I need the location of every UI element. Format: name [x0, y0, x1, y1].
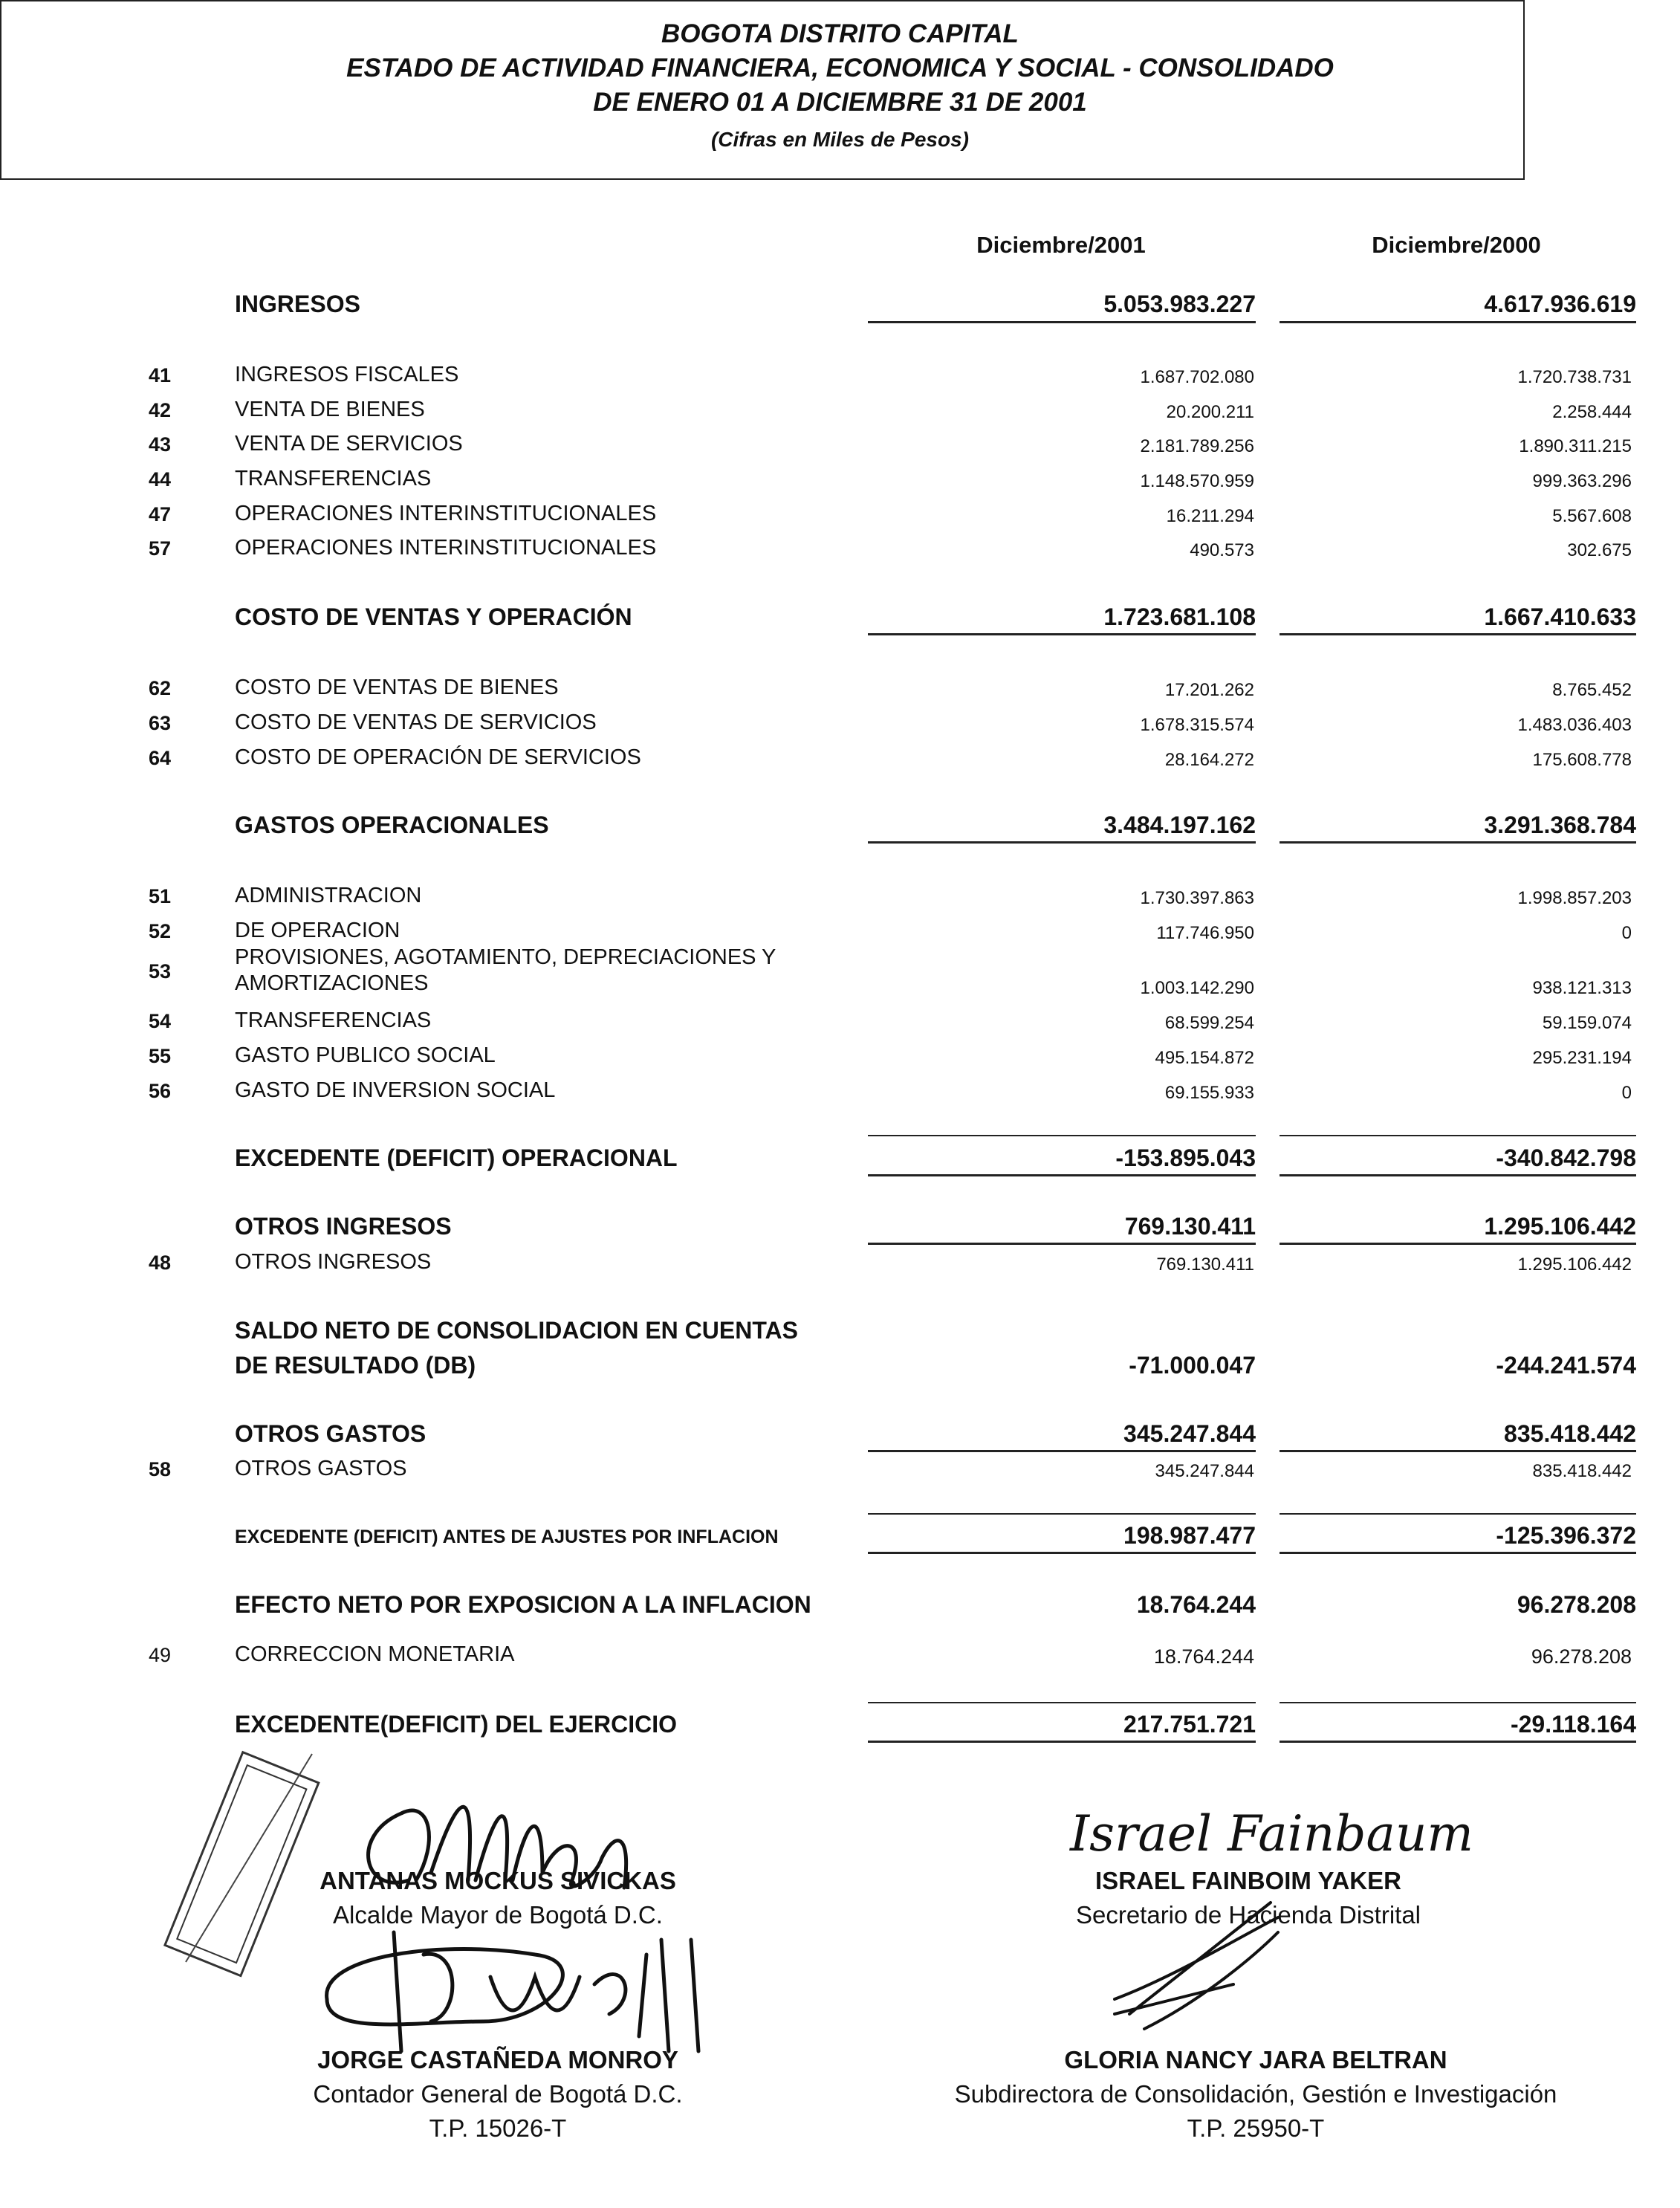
rule	[868, 1174, 1256, 1176]
account-value-2000: 5.567.608	[1552, 506, 1632, 526]
rule	[1280, 1513, 1636, 1515]
account-code: 41	[148, 364, 172, 386]
account-code: 58	[148, 1458, 172, 1480]
signatory-2-name: ISRAEL FAINBOIM YAKER	[1095, 1867, 1401, 1894]
account-code: 49	[148, 1644, 172, 1666]
section-saldo-neto-label-continued: DE RESULTADO (DB)	[235, 1352, 476, 1379]
account-code: 64	[148, 747, 172, 769]
section-excedente-ejercicio-2000: -29.118.164	[1510, 1711, 1636, 1738]
rule	[868, 1450, 1256, 1452]
signatory-2-role: Secretario de Hacienda Distrital	[1075, 1901, 1421, 1929]
rule	[868, 321, 1256, 323]
section-otros-ingresos-2001: 769.130.411	[1124, 1213, 1256, 1240]
account-value-2001: 117.746.950	[1156, 923, 1254, 943]
account-value-2001: 17.201.262	[1164, 680, 1254, 700]
account-value-2000: 0	[1621, 1083, 1632, 1103]
rule	[1280, 1243, 1636, 1245]
section-excedente-antes-2000: -125.396.372	[1496, 1522, 1636, 1549]
rule	[1280, 1552, 1636, 1554]
account-value-2000: 1.998.857.203	[1517, 888, 1632, 908]
header-units: (Cifras en Miles de Pesos)	[710, 128, 969, 151]
section-excedente-ejercicio-label: EXCEDENTE(DEFICIT) DEL EJERCICIO	[235, 1711, 678, 1738]
rule	[1280, 1741, 1636, 1743]
account-value-2001: 345.247.844	[1155, 1461, 1254, 1481]
account-value-2001: 18.764.244	[1153, 1645, 1254, 1668]
account-value-2001: 1.003.142.290	[1140, 978, 1254, 998]
rule	[1280, 1135, 1636, 1136]
account-value-2000: 938.121.313	[1532, 978, 1632, 998]
account-value-2000: 1.295.106.442	[1517, 1254, 1632, 1275]
column-header-2000: Diciembre/2000	[1372, 232, 1541, 258]
account-value-2001: 16.211.294	[1166, 506, 1254, 526]
account-label: VENTA DE SERVICIOS	[235, 432, 463, 456]
section-costo-2000: 1.667.410.633	[1484, 603, 1636, 630]
rule	[868, 1135, 1256, 1136]
section-efecto-neto-2001: 18.764.244	[1136, 1591, 1256, 1618]
account-value-2001: 2.181.789.256	[1140, 436, 1254, 456]
section-excedente-operacional-2001: -153.895.043	[1115, 1145, 1256, 1171]
account-value-2001: 68.599.254	[1164, 1013, 1254, 1033]
signatory-1-role: Alcalde Mayor de Bogotá D.C.	[333, 1901, 663, 1929]
account-code: 57	[148, 537, 172, 560]
rule	[1280, 1702, 1636, 1703]
account-label: OTROS GASTOS	[235, 1457, 407, 1480]
rule	[1280, 1174, 1636, 1176]
account-label: INGRESOS FISCALES	[235, 363, 459, 386]
rule	[868, 1513, 1256, 1515]
account-label: GASTO PUBLICO SOCIAL	[235, 1043, 496, 1067]
signatory-1-name: ANTANAS MOCKUS SIVICKAS	[320, 1867, 676, 1894]
account-label: TRANSFERENCIAS	[235, 1009, 432, 1032]
account-value-2001: 495.154.872	[1155, 1048, 1254, 1068]
section-costo-2001: 1.723.681.108	[1103, 603, 1256, 630]
section-otros-gastos-2001: 345.247.844	[1123, 1420, 1256, 1447]
rule	[868, 841, 1256, 844]
account-code: 54	[148, 1010, 172, 1032]
account-label: ADMINISTRACION	[235, 884, 422, 907]
rule	[1280, 321, 1636, 323]
section-otros-gastos-2000: 835.418.442	[1504, 1420, 1636, 1447]
account-value-2000: 999.363.296	[1532, 471, 1632, 491]
account-code: 48	[148, 1252, 172, 1274]
section-ingresos-label: INGRESOS	[235, 291, 360, 317]
account-value-2001: 1.687.702.080	[1140, 367, 1254, 387]
section-excedente-operacional-2000: -340.842.798	[1496, 1145, 1636, 1171]
account-value-2000: 835.418.442	[1532, 1461, 1632, 1481]
rule	[868, 633, 1256, 635]
account-label: COSTO DE VENTAS DE SERVICIOS	[235, 710, 597, 734]
header-period: DE ENERO 01 A DICIEMBRE 31 DE 2001	[593, 88, 1087, 117]
account-label: PROVISIONES, AGOTAMIENTO, DEPRECIACIONES Y	[235, 945, 776, 969]
account-label: COSTO DE OPERACIÓN DE SERVICIOS	[235, 745, 641, 769]
header-entity: BOGOTA DISTRITO CAPITAL	[661, 19, 1019, 48]
account-value-2001: 769.130.411	[1156, 1254, 1254, 1275]
account-label: TRANSFERENCIAS	[235, 467, 432, 491]
rule	[1280, 1450, 1636, 1452]
section-excedente-operacional-label: EXCEDENTE (DEFICIT) OPERACIONAL	[235, 1145, 678, 1171]
account-code: 53	[148, 960, 172, 982]
section-ingresos-2000: 4.617.936.619	[1484, 291, 1636, 317]
account-value-2001: 490.573	[1190, 540, 1254, 560]
signatory-3-tp: T.P. 15026-T	[429, 2114, 567, 2142]
official-stamp	[156, 1739, 334, 1992]
account-value-2001: 1.730.397.863	[1140, 888, 1254, 908]
account-value-2001: 1.148.570.959	[1140, 471, 1254, 491]
section-excedente-ejercicio-2001: 217.751.721	[1123, 1711, 1256, 1738]
account-code: 42	[148, 399, 172, 421]
account-value-2001: 1.678.315.574	[1140, 715, 1254, 735]
signature-mockus	[320, 1769, 706, 1917]
account-label: OPERACIONES INTERINSTITUCIONALES	[235, 502, 657, 525]
section-ingresos-2001: 5.053.983.227	[1103, 291, 1256, 317]
rule	[868, 1552, 1256, 1554]
section-gastos-label: GASTOS OPERACIONALES	[235, 812, 549, 838]
account-value-2000: 96.278.208	[1531, 1645, 1632, 1668]
account-value-2000: 0	[1621, 923, 1632, 943]
section-saldo-neto-2001: -71.000.047	[1129, 1352, 1256, 1379]
account-label-continued: AMORTIZACIONES	[235, 971, 429, 995]
section-costo-label: COSTO DE VENTAS Y OPERACIÓN	[235, 603, 632, 630]
rule	[1280, 841, 1636, 844]
section-otros-ingresos-label: OTROS INGRESOS	[235, 1213, 452, 1240]
report-header	[0, 0, 1525, 180]
account-label: CORRECCION MONETARIA	[235, 1642, 515, 1666]
section-efecto-neto-2000: 96.278.208	[1517, 1591, 1636, 1618]
account-value-2000: 1.890.311.215	[1519, 436, 1632, 456]
section-saldo-neto-2000: -244.241.574	[1496, 1352, 1636, 1379]
account-code: 62	[148, 677, 172, 699]
account-value-2000: 2.258.444	[1552, 402, 1632, 422]
account-label: OPERACIONES INTERINSTITUCIONALES	[235, 536, 657, 560]
account-value-2000: 1.483.036.403	[1517, 715, 1632, 735]
section-excedente-antes-2001: 198.987.477	[1123, 1522, 1256, 1549]
account-value-2000: 302.675	[1567, 540, 1632, 560]
rule	[868, 1243, 1256, 1245]
account-label: COSTO DE VENTAS DE BIENES	[235, 676, 559, 699]
account-code: 52	[148, 920, 172, 942]
account-value-2000: 175.608.778	[1532, 750, 1632, 770]
signatory-3-name: JORGE CASTAÑEDA MONROY	[317, 2046, 678, 2073]
account-code: 63	[148, 712, 172, 734]
rule	[868, 1741, 1256, 1743]
account-code: 44	[148, 468, 172, 491]
rule	[1280, 633, 1636, 635]
signatory-4-name: GLORIA NANCY JARA BELTRAN	[1064, 2046, 1447, 2073]
signatory-4-role: Subdirectora de Consolidación, Gestión e Investigación	[954, 2080, 1557, 2108]
section-gastos-2001: 3.484.197.162	[1103, 812, 1256, 838]
account-label: GASTO DE INVERSION SOCIAL	[235, 1078, 556, 1102]
section-efecto-neto-label: EFECTO NETO POR EXPOSICION A LA INFLACION	[235, 1591, 811, 1618]
column-header-2001: Diciembre/2001	[976, 232, 1146, 258]
section-saldo-neto-label: SALDO NETO DE CONSOLIDACION EN CUENTAS	[235, 1317, 798, 1344]
signature-script: Israel Fainbaum	[1070, 1805, 1473, 1862]
account-code: 43	[148, 433, 172, 456]
section-gastos-2000: 3.291.368.784	[1484, 812, 1636, 838]
account-code: 55	[148, 1045, 172, 1067]
account-value-2001: 28.164.272	[1164, 750, 1254, 770]
account-label: DE OPERACION	[235, 919, 400, 942]
account-label: VENTA DE BIENES	[235, 398, 425, 421]
account-code: 47	[148, 503, 172, 525]
section-excedente-antes-label: EXCEDENTE (DEFICIT) ANTES DE AJUSTES POR INFLACION	[235, 1527, 779, 1547]
section-otros-ingresos-2000: 1.295.106.442	[1484, 1213, 1636, 1240]
account-value-2001: 20.200.211	[1166, 402, 1254, 422]
header-report-title: ESTADO DE ACTIVIDAD FINANCIERA, ECONOMICA Y SOCIAL - CONSOLIDADO	[346, 54, 1334, 82]
account-value-2000: 1.720.738.731	[1517, 367, 1632, 387]
account-code: 51	[148, 885, 172, 907]
account-value-2000: 295.231.194	[1532, 1048, 1632, 1068]
rule	[868, 1702, 1256, 1703]
account-value-2001: 69.155.933	[1164, 1083, 1254, 1103]
signatory-3-role: Contador General de Bogotá D.C.	[313, 2080, 683, 2108]
signatory-4-tp: T.P. 25950-T	[1187, 2114, 1325, 2142]
account-code: 56	[148, 1080, 172, 1102]
account-label: OTROS INGRESOS	[235, 1250, 432, 1274]
account-value-2000: 8.765.452	[1552, 680, 1632, 700]
account-value-2000: 59.159.074	[1542, 1013, 1632, 1033]
section-otros-gastos-label: OTROS GASTOS	[235, 1420, 427, 1447]
